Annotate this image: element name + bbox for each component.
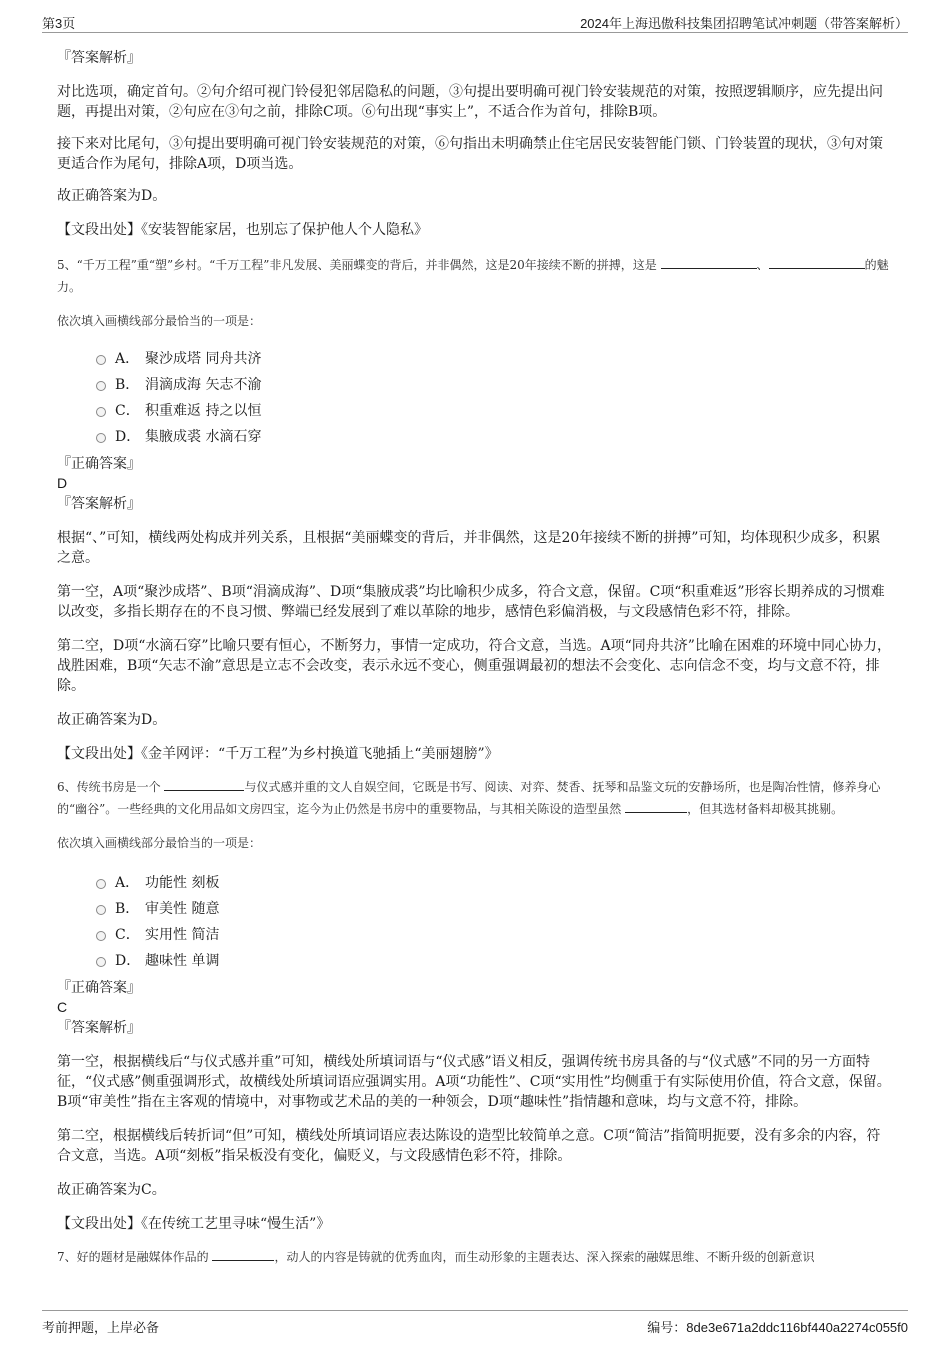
conclusion-text: 故正确答案为D。 [57,712,167,728]
fill-blank [164,778,244,791]
question-stem-text: 6、传统书房是一个 [57,780,161,794]
fill-blank [661,256,757,269]
option-letter: B． [115,901,140,917]
option-text: 审美性 随意 [145,901,220,917]
question-prompt: 依次填入画横线部分最恰当的一项是： [57,314,262,328]
radio-button[interactable] [96,879,106,889]
question-stem-text: 的魅力。 [57,258,889,294]
option-text: 功能性 刻板 [145,875,220,891]
option-letter: C． [115,927,140,943]
analysis-paragraph: 第一空，A项“聚沙成塔”、B项“涓滴成海”、D项“集腋成裘”均比喻积少成多，符合文意，保留。C项“积重难返”形容长期养成的习惯难以改变，多指长期存在的不良习惯、弊端已经发展到了难以革除的地步，感情色彩偏消极，与文段感情色彩不符，排除。 [57,584,885,620]
page-header [42,10,908,33]
option-letter: A． [115,875,140,891]
radio-button[interactable] [96,905,106,915]
radio-button[interactable] [96,407,106,417]
source-citation: 【文段出处】《在传统工艺里寻味“慢生活”》 [57,1216,331,1232]
question-prompt: 依次填入画横线部分最恰当的一项是： [57,836,262,850]
footer-slogan: 考前押题，上岸必备 [42,1320,160,1335]
analysis-paragraph: 对比选项，确定首句。②句介绍可视门铃侵犯邻居隐私的问题，③句提出要明确可视门铃安装规范的对策，按照逻辑顺序，应先提出问题，再提出对策，②句应在③句之前，排除C项。⑥句出现“事实上”，不适合作为首句，排除B项。 [57,84,883,120]
page-footer [42,1310,908,1337]
radio-button[interactable] [96,381,106,391]
option-text: 涓滴成海 矢志不渝 [145,377,262,393]
option-text: 聚沙成塔 同舟共济 [145,351,262,367]
analysis-tag: 『答案解析』 [57,50,141,66]
option-b[interactable] [57,896,893,922]
option-letter: D． [115,429,141,445]
radio-button[interactable] [96,433,106,443]
question-7-stem [57,1246,893,1268]
analysis-paragraph: 接下来对比尾句，③句提出要明确可视门铃安装规范的对策，⑥句指出未明确禁止住宅居民安装智能门锁、门铃装置的现状，③句对策更适合作为尾句，排除A项，D项当选。 [57,136,883,172]
question-5-stem [57,254,893,298]
correct-answer-tag: 『正确答案』 [57,456,141,472]
option-text: 实用性 简洁 [145,927,220,943]
option-text: 趣味性 单调 [145,953,220,969]
source-citation: 【文段出处】《金羊网评：“千万工程”为乡村换道飞驰插上“美丽翅膀”》 [57,746,499,762]
analysis-tag: 『答案解析』 [57,1020,141,1036]
conclusion-text: 故正确答案为C。 [57,1182,166,1198]
question-stem-text: 5、“千万工程”重“塑”乡村。“千万工程”非凡发展、美丽蝶变的背后，并非偶然，这是20年接续不断的拼搏，这是 [57,258,657,272]
fill-blank [212,1248,274,1261]
question-stem-text: 7、好的题材是融媒体作品的 [57,1250,209,1264]
fill-blank [625,800,687,813]
option-a[interactable] [57,870,893,896]
radio-button[interactable] [96,931,106,941]
option-text: 积重难返 持之以恒 [145,403,262,419]
conclusion-text: 故正确答案为D。 [57,188,167,204]
analysis-paragraph: 第二空，根据横线后转折词“但”可知，横线处所填词语应表达陈设的造型比较简单之意。C项“简洁”指简明扼要，没有多余的内容，符合文意，当选。A项“刻板”指呆板没有变化，偏贬义，与文段感情色彩不符，排除。 [57,1128,881,1164]
analysis-paragraph: 根据“、”可知，横线两处构成并列关系，且根据“美丽蝶变的背后，并非偶然，这是20年接续不断的拼搏”可知，均体现积少成多，积累之意。 [57,530,881,566]
question-6-stem [57,776,893,820]
document-code: 编号：8de3e671a2ddc116bf440a2274c055f0 [647,1320,908,1335]
radio-button[interactable] [96,355,106,365]
option-c[interactable] [57,922,893,948]
analysis-tag: 『答案解析』 [57,496,141,512]
question-5-options [57,346,893,450]
question-6-options [57,870,893,974]
option-letter: D． [115,953,141,969]
option-text: 集腋成裘 水滴石穿 [145,429,262,445]
analysis-paragraph: 第二空，D项“水滴石穿”比喻只要有恒心，不断努力，事情一定成功，符合文意，当选。A项“同舟共济”比喻在困难的环境中同心协力，战胜困难，B项“矢志不渝”意思是立志不会改变，表示永远不变心，侧重强调最初的想法不会变化、志向信念不变，均与文意不符，排除。 [57,638,891,694]
page-number: 第3页 [42,16,76,31]
fill-blank [769,256,865,269]
option-a[interactable] [57,346,893,372]
blank-separator: 、 [756,258,769,272]
correct-answer-tag: 『正确答案』 [57,980,141,996]
correct-answer: D [57,475,68,491]
source-citation: 【文段出处】《安装智能家居，也别忘了保护他人个人隐私》 [57,222,428,238]
option-letter: B． [115,377,140,393]
option-letter: A． [115,351,140,367]
radio-button[interactable] [96,957,106,967]
option-letter: C． [115,403,140,419]
question-stem-text: ，动人的内容是铸就的优秀血肉，而生动形象的主题表达、深入探索的融媒思维、不断升级的创新意识 [274,1250,815,1264]
analysis-paragraph: 第一空，根据横线后“与仪式感并重”可知，横线处所填词语与“仪式感”语义相反，强调传统书房具备的与“仪式感”不同的另一方面特征，“仪式感”侧重强调形式，故横线处所填词语应强调实用。A项“功能性”、C项“实用性”均侧重于有实际使用价值，符合文意，保留。B项“审美性”指在主客观的情境中，对事物或艺术品的美的一种领会，D项“趣味性”指情趣和意味，均与文意不符，排除。 [57,1054,891,1110]
option-c[interactable] [57,398,893,424]
question-stem-text: 与仪式感并重的文人自娱空间，它既是书写、阅读、对弈、焚香、抚琴和品鉴文玩的安静场所，也是陶冶性情，修养身心的“幽谷”。一些经典的文化用品如文房四宝，迄今为止仍然是书房中的重要物品，与其相关陈设的造型虽然 [57,780,881,816]
option-d[interactable] [57,424,893,450]
option-d[interactable] [57,948,893,974]
correct-answer: C [57,999,68,1015]
document-title: 2024年上海迅傲科技集团招聘笔试冲刺题（带答案解析） [580,16,908,31]
page-content [57,46,893,1268]
question-stem-text: ，但其选材备料却极其挑剔。 [687,802,844,816]
option-b[interactable] [57,372,893,398]
